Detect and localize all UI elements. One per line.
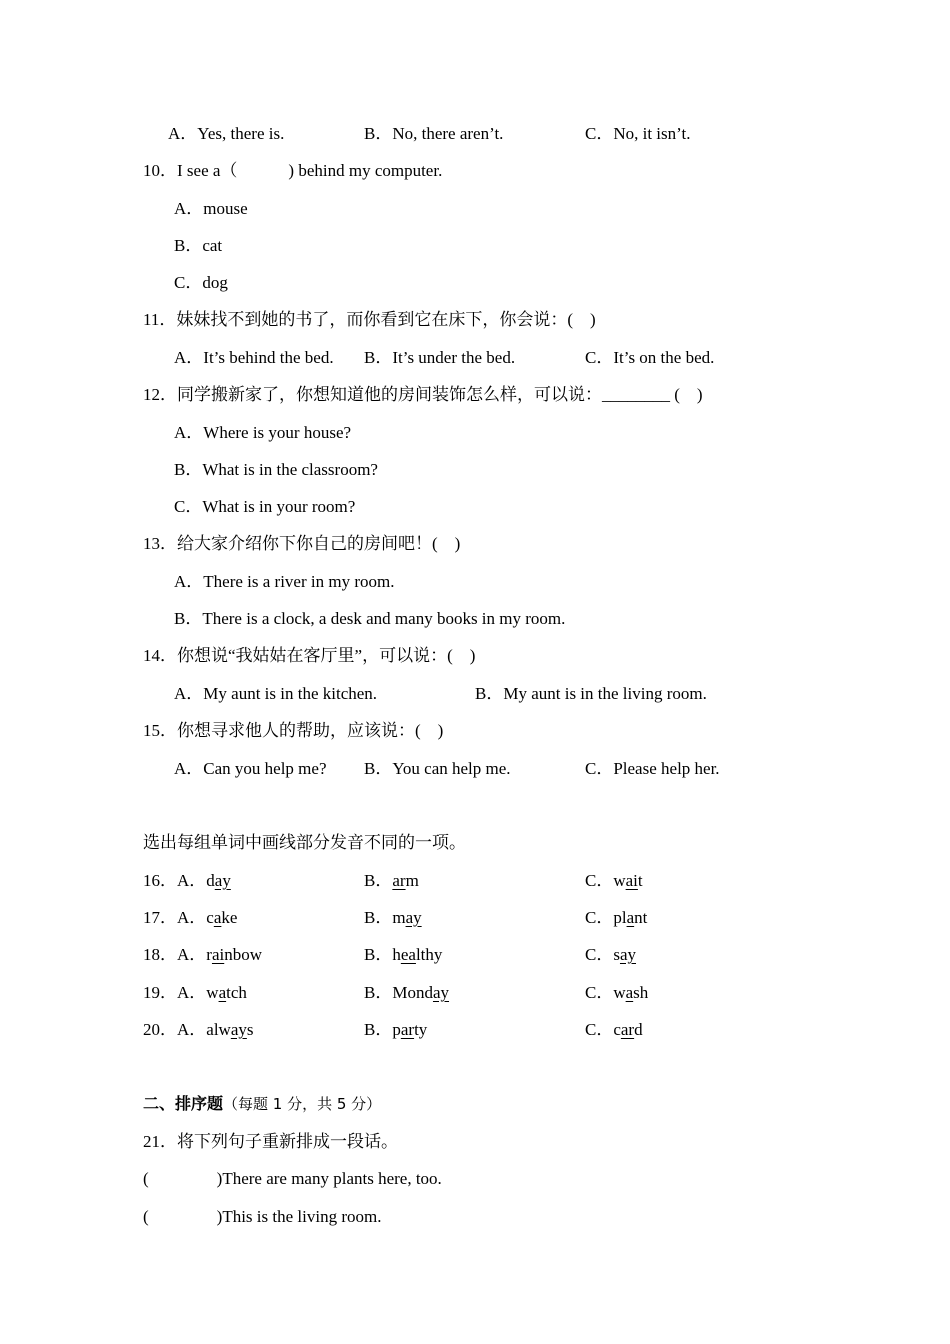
word-part: w bbox=[613, 983, 626, 1002]
q10-option-c: C．dog bbox=[174, 273, 228, 292]
section-heading bbox=[143, 1093, 381, 1115]
option-label: B． bbox=[364, 871, 393, 890]
q9-option-a: A．Yes, there is. bbox=[168, 124, 285, 143]
option-label: B． bbox=[364, 1020, 393, 1039]
q13-stem: 13．给大家介绍你下你自己的房间吧！( ) bbox=[143, 534, 461, 553]
word-part: sh bbox=[633, 983, 649, 1002]
underlined-part: ay bbox=[230, 1020, 247, 1039]
q12-option-a: A．Where is your house? bbox=[174, 423, 352, 442]
q15-option-b: B．You can help me. bbox=[364, 759, 511, 778]
q13-option-b: B．There is a clock, a desk and many books in my room. bbox=[174, 609, 566, 628]
option-label: A． bbox=[177, 983, 207, 1002]
option-label: A． bbox=[177, 908, 207, 927]
phonics-option-c bbox=[585, 870, 643, 892]
word-part: m bbox=[392, 908, 406, 927]
word-part: pl bbox=[613, 908, 627, 927]
q12-option-c: C．What is in your room? bbox=[174, 497, 356, 516]
q14-option-a: A．My aunt is in the kitchen. bbox=[174, 684, 378, 703]
underlined-part: ar bbox=[392, 871, 406, 890]
underlined-part: a bbox=[625, 983, 634, 1002]
underlined-part: ai bbox=[625, 871, 638, 890]
q15-option-a: A．Can you help me? bbox=[174, 759, 327, 778]
underlined-part: ay bbox=[432, 983, 450, 1002]
word-part: nt bbox=[634, 908, 648, 927]
option-label: C． bbox=[585, 983, 614, 1002]
question-number: 20． bbox=[143, 1020, 177, 1039]
q9-option-b: B．No, there aren’t. bbox=[364, 124, 504, 143]
q21-stem: 21．将下列句子重新排成一段话。 bbox=[143, 1132, 398, 1151]
q11-option-c: C．It’s on the bed. bbox=[585, 348, 715, 367]
word-part: p bbox=[392, 1020, 401, 1039]
phonics-option-b bbox=[364, 907, 422, 929]
underlined-part: ar bbox=[620, 1020, 635, 1039]
word-part: m bbox=[405, 871, 419, 890]
question-number: 16． bbox=[143, 871, 177, 890]
section-title: 二、排序题 bbox=[143, 1094, 224, 1113]
q12-option-b: B．What is in the classroom? bbox=[174, 460, 378, 479]
option-label: A． bbox=[177, 871, 207, 890]
word-part: lthy bbox=[415, 945, 443, 964]
option-label: A． bbox=[177, 1020, 207, 1039]
option-label: C． bbox=[585, 908, 614, 927]
word-part: h bbox=[392, 945, 401, 964]
word-part: ke bbox=[221, 908, 238, 927]
word-part: s bbox=[613, 945, 620, 964]
q15-stem: 15．你想寻求他人的帮助，应该说：( ) bbox=[143, 721, 444, 740]
underlined-part: a bbox=[626, 908, 635, 927]
phonics-option-c bbox=[585, 982, 648, 1004]
word-part: w bbox=[206, 983, 219, 1002]
q21-sentence-1: ( )There are many plants here, too. bbox=[143, 1169, 442, 1188]
phonics-option-b bbox=[364, 870, 419, 892]
phonics-option-b bbox=[364, 982, 449, 1004]
phonics-row bbox=[143, 982, 247, 1004]
question-number: 17． bbox=[143, 908, 177, 927]
word-part: tch bbox=[226, 983, 247, 1002]
option-label: B． bbox=[364, 908, 393, 927]
question-number: 18． bbox=[143, 945, 177, 964]
phonics-row bbox=[143, 907, 237, 929]
phonics-row bbox=[143, 870, 231, 892]
q13-option-a: A．There is a river in my room. bbox=[174, 572, 395, 591]
q11-stem: 11．妹妹找不到她的书了，而你看到它在床下，你会说：( ) bbox=[143, 310, 596, 329]
option-label: A． bbox=[177, 945, 207, 964]
underlined-part: ar bbox=[400, 1020, 415, 1039]
phonics-option-c bbox=[585, 907, 647, 929]
phonics-option-b bbox=[364, 1019, 427, 1041]
underlined-part: a bbox=[218, 983, 227, 1002]
underlined-part: ay bbox=[619, 945, 637, 964]
q10-stem: 10．I see a（ ) behind my computer. bbox=[143, 161, 443, 180]
word-part: d bbox=[634, 1020, 643, 1039]
q10-option-b: B．cat bbox=[174, 236, 223, 255]
phonics-instruction: 选出每组单词中画线部分发音不同的一项。 bbox=[143, 833, 466, 852]
underlined-part: ea bbox=[400, 945, 416, 964]
word-part: s bbox=[246, 1020, 254, 1039]
question-number: 19． bbox=[143, 983, 177, 1002]
word-part: r bbox=[206, 945, 212, 964]
phonics-row bbox=[143, 1019, 254, 1041]
q11-option-b: B．It’s under the bed. bbox=[364, 348, 516, 367]
phonics-row bbox=[143, 944, 262, 966]
word-part: t bbox=[637, 871, 643, 890]
underlined-part: a bbox=[213, 908, 222, 927]
q12-stem: 12．同学搬新家了，你想知道他的房间装饰怎么样，可以说：________ ( ) bbox=[143, 385, 703, 404]
underlined-part: ay bbox=[405, 908, 422, 927]
q11-option-a: A．It’s behind the bed. bbox=[174, 348, 334, 367]
word-part: c bbox=[613, 1020, 621, 1039]
q9-option-c: C．No, it isn’t. bbox=[585, 124, 691, 143]
word-part: c bbox=[206, 908, 214, 927]
phonics-option-c bbox=[585, 1019, 643, 1041]
option-label: B． bbox=[364, 945, 393, 964]
word-part: ty bbox=[414, 1020, 428, 1039]
word-part: Mond bbox=[392, 983, 433, 1002]
phonics-option-b bbox=[364, 944, 442, 966]
word-part: d bbox=[206, 871, 215, 890]
word-part: w bbox=[613, 871, 626, 890]
option-label: C． bbox=[585, 945, 614, 964]
q14-option-b: B．My aunt is in the living room. bbox=[475, 684, 707, 703]
option-label: B． bbox=[364, 983, 393, 1002]
option-label: C． bbox=[585, 871, 614, 890]
q10-option-a: A．mouse bbox=[174, 199, 248, 218]
phonics-option-c bbox=[585, 944, 636, 966]
q21-sentence-2: ( )This is the living room. bbox=[143, 1207, 382, 1226]
word-part: nbow bbox=[224, 945, 263, 964]
q14-stem: 14．你想说“我姑姑在客厅里”，可以说：( ) bbox=[143, 646, 476, 665]
section-note: （每题 1 分，共 5 分） bbox=[223, 1095, 382, 1113]
q15-option-c: C．Please help her. bbox=[585, 759, 720, 778]
word-part: alw bbox=[206, 1020, 231, 1039]
underlined-part: ai bbox=[211, 945, 225, 964]
option-label: C． bbox=[585, 1020, 614, 1039]
underlined-part: ay bbox=[214, 871, 231, 890]
